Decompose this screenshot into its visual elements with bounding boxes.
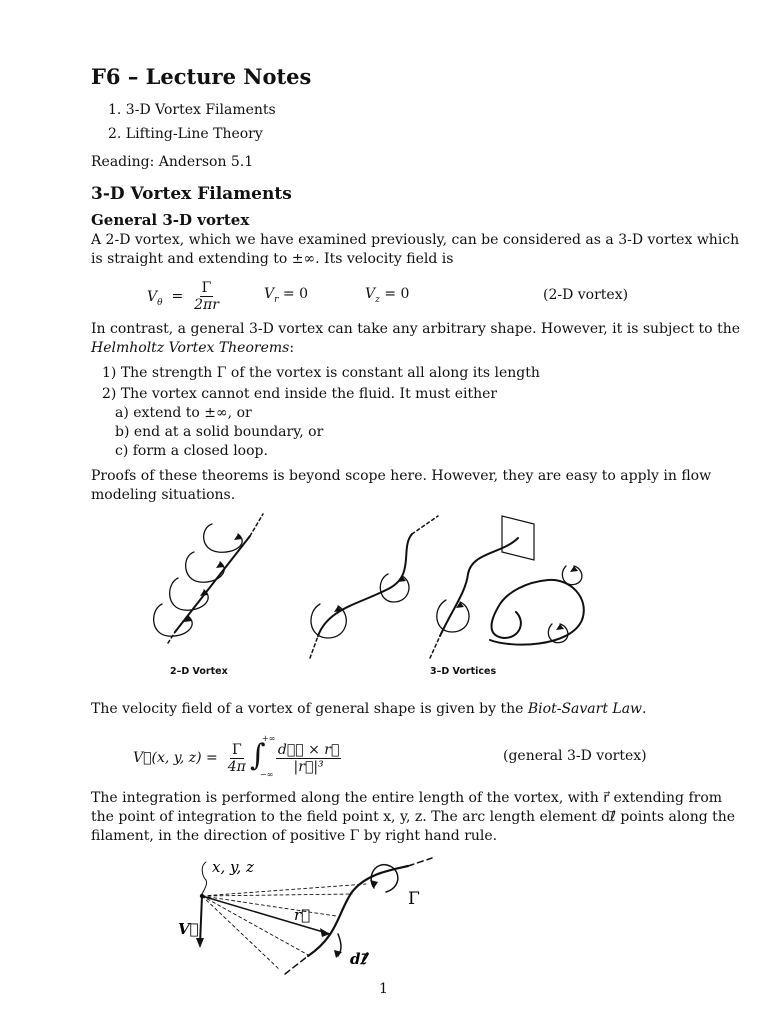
dl-label: dℓ⃗ bbox=[350, 950, 367, 968]
wall-vortex-line bbox=[430, 516, 534, 658]
equation-2d-vortex: $V_\theta$ = $\frac{\Gamma}{2\pi r}$ bbox=[147, 280, 219, 313]
vortex-figure bbox=[130, 508, 610, 683]
eq2-integral: ∫ +∞ −∞ bbox=[249, 734, 276, 779]
paragraph-5-line-1: The integration is performed along the entire length of the vortex, with r⃗ extending from bbox=[91, 790, 723, 806]
eq2-integrand: $\frac{\text{dℓ⃗ × r⃗}}{\text{|r⃗|³}}$ bbox=[277, 741, 340, 775]
theorem-2a: a) extend to ±∞, or bbox=[115, 405, 252, 421]
eq1-vr: $V_r = 0$ bbox=[264, 286, 308, 305]
eq1-vz: $V_z = 0$ bbox=[365, 286, 410, 305]
equation-biot-savart bbox=[133, 736, 341, 780]
dashed-rays bbox=[202, 884, 366, 970]
r-vector-line bbox=[202, 896, 330, 934]
eq2-coefficient: $\frac{\Gamma}{4\pi}$ bbox=[227, 741, 246, 775]
eq1-vtheta: $V_\theta$ bbox=[147, 288, 163, 308]
section-title: 3-D Vortex Filaments bbox=[91, 184, 292, 204]
filament-solid bbox=[308, 866, 408, 956]
paragraph-2-line-1: In contrast, a general 3-D vortex can take any arbitrary shape. However, it is subject to the bbox=[91, 321, 740, 337]
paragraph-5-line-3: filament, in the direction of positive Γ by right hand rule. bbox=[91, 828, 498, 844]
closed-loop-vortex bbox=[490, 566, 584, 645]
paragraph-3-line-2: modeling situations. bbox=[91, 487, 236, 503]
paragraph-4: The velocity field of a vortex of general shape is given by the Biot-Savart Law. bbox=[91, 701, 647, 717]
subsection-title: General 3-D vortex bbox=[91, 211, 250, 229]
curved-vortex-line bbox=[310, 516, 438, 658]
theorem-2c: c) form a closed loop. bbox=[115, 443, 268, 459]
paragraph-1-line-2: is straight and extending to ±∞. Its velocity field is bbox=[91, 251, 454, 267]
outline-item-1: 1. 3-D Vortex Filaments bbox=[108, 102, 276, 118]
velocity-arrowhead bbox=[196, 938, 204, 948]
theorem-2: 2) The vortex cannot end inside the fluid. It must either bbox=[102, 386, 498, 402]
paragraph-2-line-2: Helmholtz Vortex Theorems: bbox=[91, 340, 295, 356]
theorem-1: 1) The strength Γ of the vortex is constant all along its length bbox=[102, 365, 540, 381]
page-title: F6 – Lecture Notes bbox=[91, 64, 312, 89]
field-point-pointer bbox=[202, 862, 207, 894]
eq1-tag: (2-D vortex) bbox=[543, 287, 629, 303]
paragraph-1-line-1: A 2-D vortex, which we have examined previously, can be considered as a 3-D vortex which bbox=[91, 232, 740, 248]
point-label: x, y, z bbox=[212, 858, 254, 876]
biot-savart-figure bbox=[170, 852, 450, 977]
reading-line: Reading: Anderson 5.1 bbox=[91, 154, 254, 170]
eq2-tag: (general 3-D vortex) bbox=[503, 748, 647, 764]
paragraph-3-line-1: Proofs of these theorems is beyond scope here. However, they are easy to apply in flow bbox=[91, 468, 712, 484]
filament-dashed-lower bbox=[285, 956, 308, 974]
straight-vortex-line bbox=[168, 514, 263, 643]
gamma-label: Γ bbox=[408, 889, 420, 909]
label-2d-vortex: 2–D Vortex bbox=[170, 666, 228, 677]
label-3d-vortices: 3–D Vortices bbox=[430, 666, 497, 677]
swirl-rings bbox=[154, 524, 243, 636]
theorem-2b: b) end at a solid boundary, or bbox=[115, 424, 324, 440]
eq2-lhs: V⃗(x, y, z) = bbox=[133, 750, 218, 766]
eq1-fraction: $\frac{\Gamma}{2\pi r}$ bbox=[194, 280, 219, 313]
r-label: r⃗ bbox=[294, 906, 311, 924]
outline-item-2: 2. Lifting-Line Theory bbox=[108, 126, 263, 142]
page-number: 1 bbox=[379, 981, 388, 997]
filament-dashed-upper bbox=[408, 858, 432, 866]
paragraph-5-line-2: the point of integration to the field point x, y, z. The arc length element dℓ⃗ points along the bbox=[91, 809, 736, 825]
field-point-dot bbox=[200, 894, 204, 898]
circulation-arc bbox=[371, 865, 398, 892]
circulation-arrowhead bbox=[370, 880, 378, 888]
v-label: V⃗ bbox=[178, 920, 199, 938]
velocity-vector-line bbox=[200, 896, 202, 944]
